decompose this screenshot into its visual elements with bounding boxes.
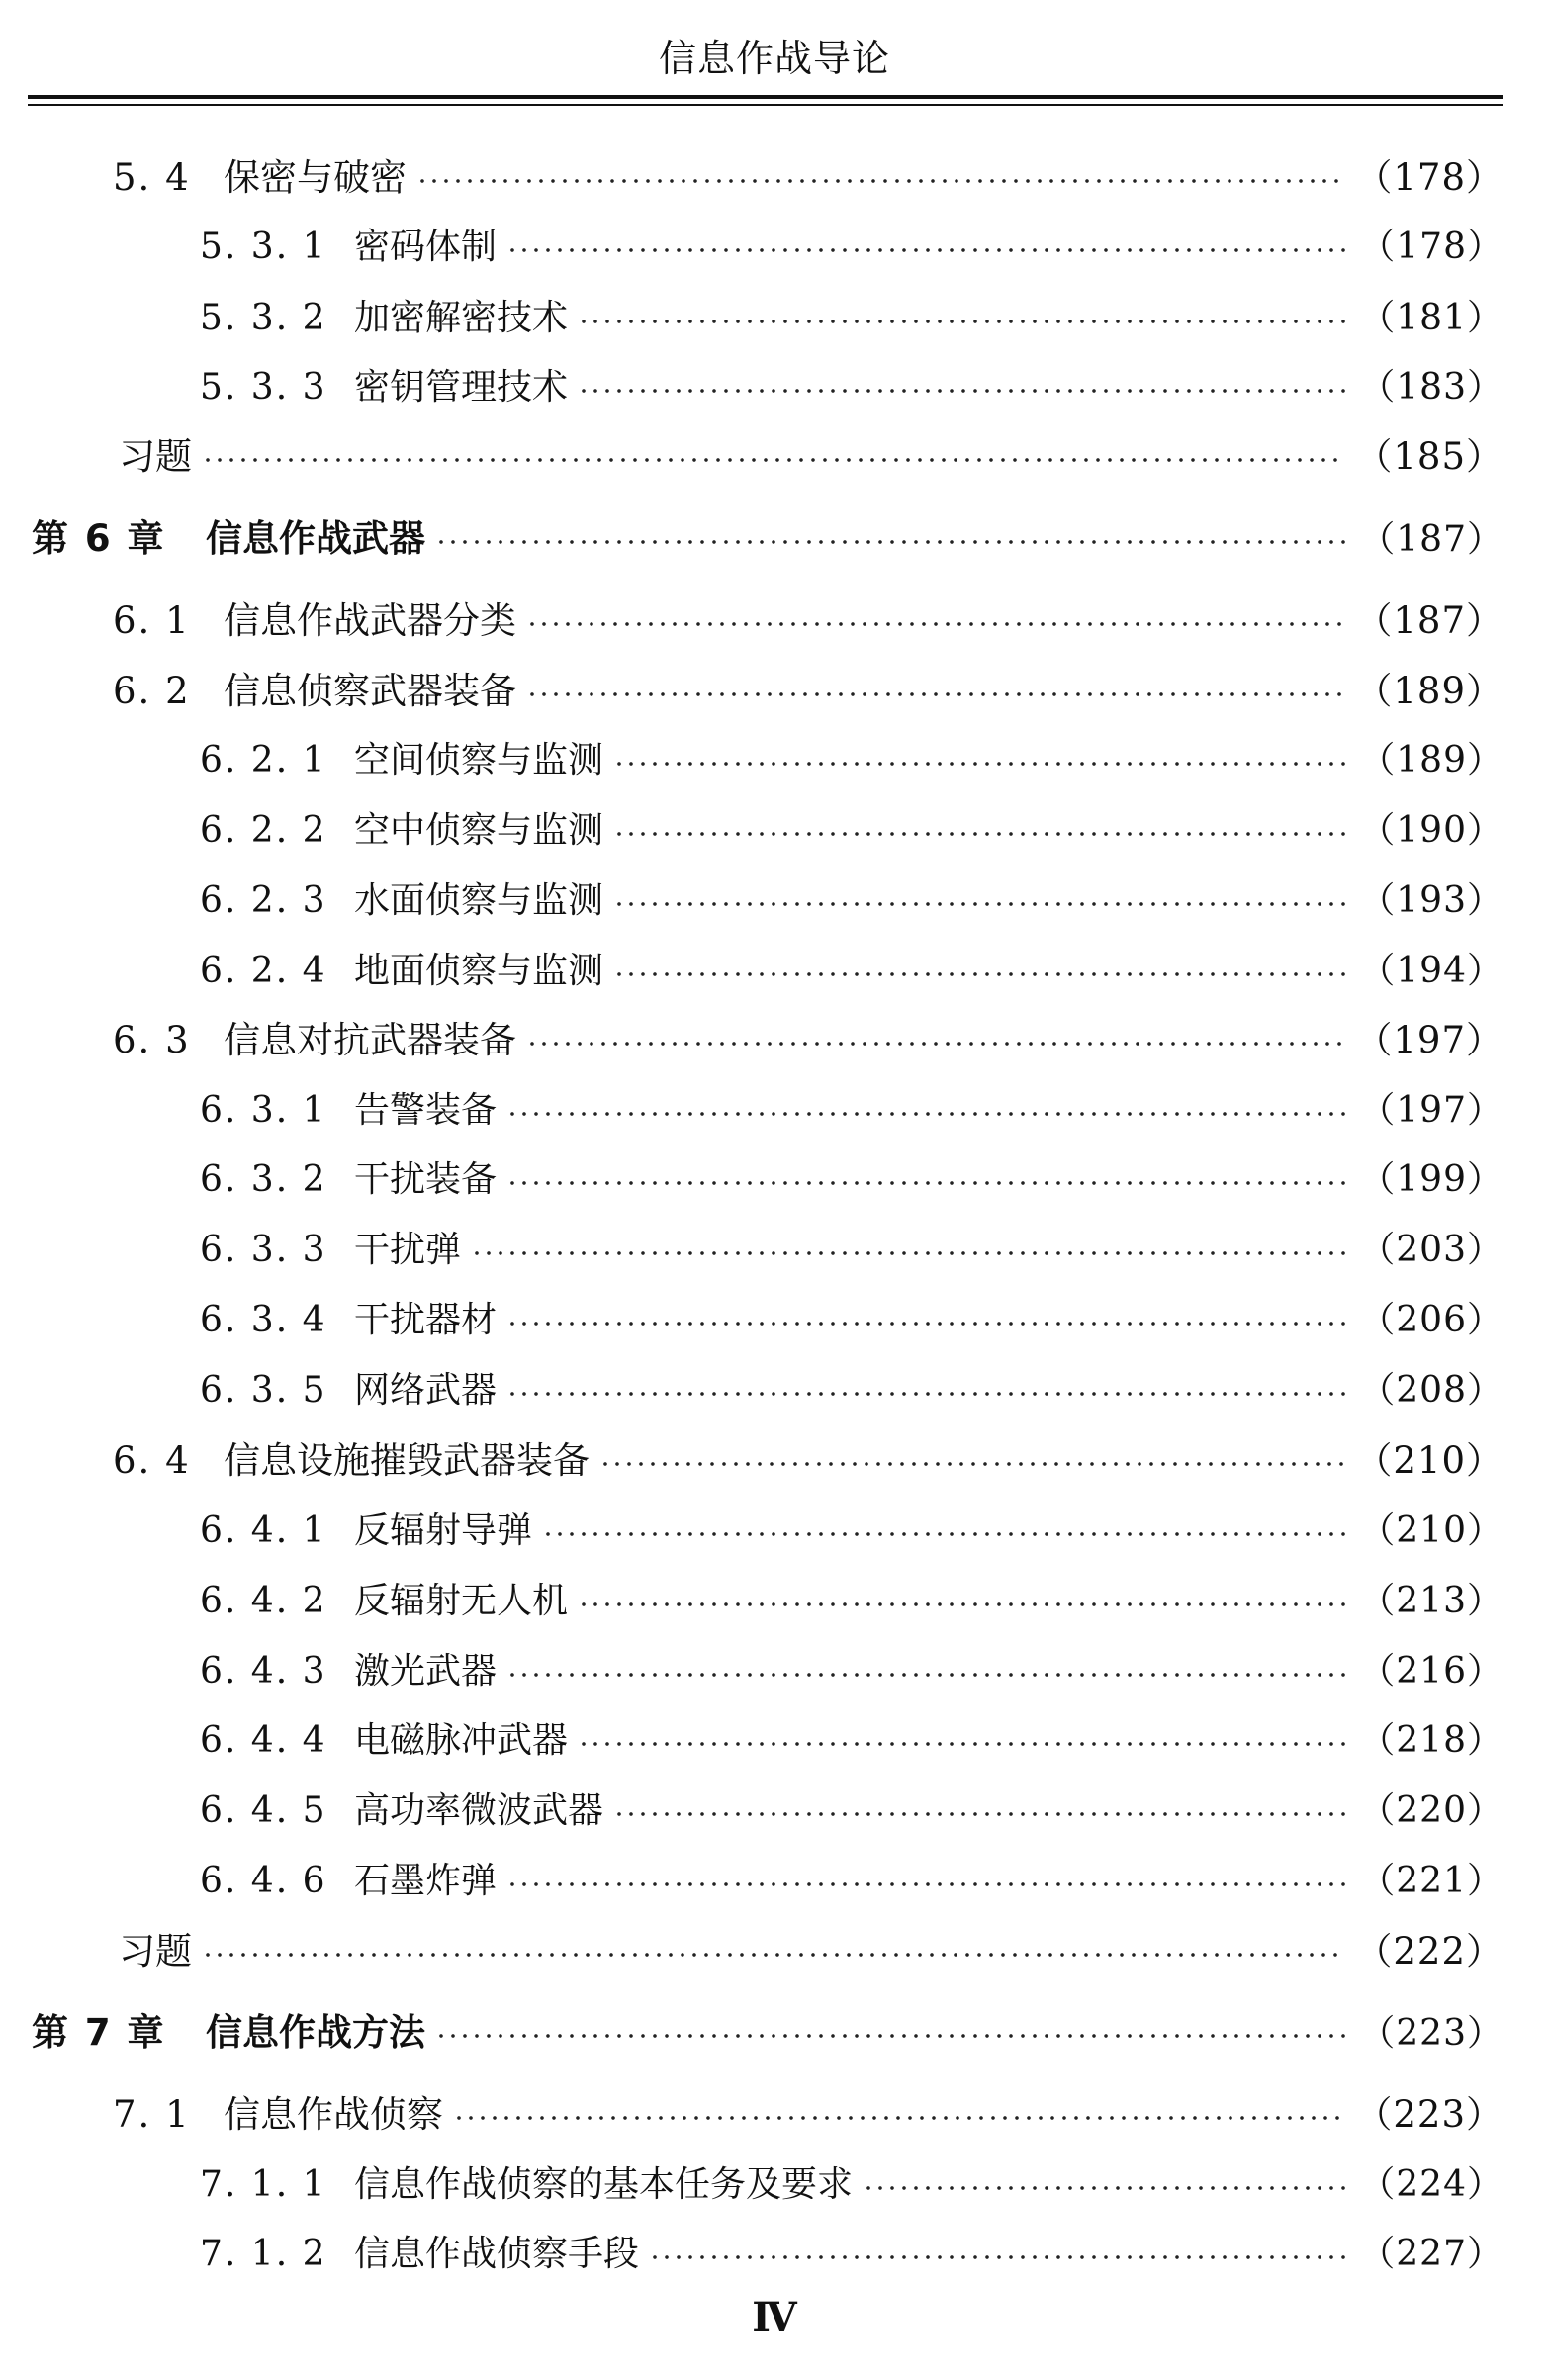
toc-entry-title: 反辐射导弹 [354, 1510, 533, 1551]
toc-leader-dots [599, 1459, 1343, 1469]
toc-entry-page: （224） [1359, 2164, 1503, 2205]
toc-entry-sub[interactable] [200, 358, 1503, 417]
toc-entry-title: 密钥管理技术 [354, 367, 569, 408]
toc-entry-number: 5. 3. 2 [200, 298, 327, 338]
page-number: Ⅳ [752, 2294, 797, 2340]
toc-entry-page: （223） [1359, 2013, 1503, 2054]
toc-entry-page: （181） [1359, 298, 1503, 338]
toc-leader-dots [613, 759, 1347, 769]
toc-entry-page: （187） [1355, 599, 1503, 642]
toc-entry-title: 信息作战侦察手段 [354, 2234, 640, 2274]
toc-entry-number: 6. 2. 2 [200, 810, 327, 851]
running-header: 信息作战导论 [658, 37, 890, 80]
toc-entry-number: 6. 3. 5 [200, 1370, 327, 1411]
toc-entry-sub[interactable] [200, 1502, 1503, 1561]
toc-entry-title: 信息设施摧毁武器装备 [224, 1439, 590, 1482]
toc-entry-number: 6. 3. 1 [200, 1090, 327, 1131]
toc-entry-title: 信息作战方法 [206, 2011, 425, 2054]
toc-leader-dots [506, 1178, 1347, 1188]
toc-entry-page: （206） [1359, 1300, 1503, 1340]
toc-entry-page: （216） [1359, 1651, 1503, 1692]
toc-leader-dots [526, 1039, 1343, 1049]
toc-entry-number: 6. 2. 4 [200, 951, 327, 991]
header-rule-thin [28, 104, 1503, 106]
toc-leader-dots [506, 1389, 1347, 1399]
toc-leader-dots [471, 1248, 1347, 1258]
toc-entry-section[interactable] [113, 662, 1503, 721]
toc-entry-page: （189） [1355, 670, 1503, 712]
toc-entry-number: 5. 3. 3 [200, 367, 327, 408]
toc-entry-page: （178） [1359, 227, 1503, 267]
toc-leader-dots [613, 969, 1347, 979]
toc-entry-number: 5. 4 [113, 156, 191, 199]
toc-entry-sub[interactable] [200, 289, 1503, 348]
toc-entry-number: 第 7 章 [32, 2011, 166, 2054]
toc-leader-dots [202, 455, 1343, 465]
toc-leader-dots [863, 2183, 1347, 2193]
toc-entry-title: 反辐射无人机 [354, 1581, 569, 1621]
toc-entry-number: 6. 4. 2 [200, 1581, 327, 1621]
toc-leader-dots [506, 1109, 1347, 1119]
toc-leader-dots [649, 2252, 1347, 2262]
toc-entry-section[interactable] [113, 2085, 1503, 2145]
toc-entry-number: 7. 1 [113, 2093, 191, 2136]
toc-entry-sub[interactable] [200, 942, 1503, 1001]
toc-entry-page: （223） [1355, 2093, 1503, 2136]
toc-entry-page: （193） [1359, 880, 1503, 921]
toc-entry-title: 信息对抗武器装备 [224, 1019, 516, 1061]
toc-entry-number: 第 6 章 [32, 517, 166, 560]
toc-entry-sub[interactable] [200, 1711, 1503, 1771]
toc-entry-sub[interactable] [200, 801, 1503, 861]
toc-entry-page: （222） [1355, 1930, 1503, 1972]
toc-entry-sub[interactable] [200, 218, 1503, 277]
toc-entry-number: 6. 1 [113, 599, 191, 642]
toc-entry-page: （187） [1359, 519, 1503, 560]
toc-entry-section[interactable] [113, 148, 1503, 208]
toc-entry-sub[interactable] [200, 1361, 1503, 1420]
toc-entry-sub[interactable] [200, 1852, 1503, 1911]
toc-entry-number: 6. 3. 3 [200, 1230, 327, 1270]
toc-entry-number: 6. 2. 1 [200, 740, 327, 780]
toc-entry-title: 信息作战武器分类 [224, 599, 516, 642]
toc-leader-dots [578, 317, 1347, 326]
toc-entry-sub[interactable] [200, 1642, 1503, 1701]
toc-leader-dots [526, 619, 1343, 629]
toc-entry-sub[interactable] [200, 1081, 1503, 1141]
toc-entry-chapter[interactable] [32, 509, 1503, 569]
toc-entry-title: 告警装备 [354, 1090, 498, 1131]
toc-entry-exercise[interactable] [119, 1922, 1503, 1981]
toc-entry-title: 干扰器材 [354, 1300, 498, 1340]
toc-entry-number: 6. 4. 6 [200, 1861, 327, 1901]
toc-leader-dots [613, 899, 1347, 909]
toc-leader-dots [506, 1670, 1347, 1680]
toc-entry-number: 5. 3. 1 [200, 227, 327, 267]
header-rule-thick [28, 95, 1503, 99]
toc-entry-title: 信息作战侦察的基本任务及要求 [354, 2164, 854, 2205]
toc-entry-page: （178） [1355, 156, 1503, 199]
toc-leader-dots [435, 537, 1347, 547]
toc-entry-title: 干扰弹 [354, 1230, 462, 1270]
toc-entry-page: （183） [1359, 367, 1503, 408]
toc-entry-title: 保密与破密 [224, 156, 407, 199]
toc-leader-dots [578, 1739, 1347, 1749]
toc-entry-number: 6. 4. 4 [200, 1720, 327, 1761]
toc-entry-title: 空中侦察与监测 [354, 810, 604, 851]
toc-entry-title: 密码体制 [354, 227, 498, 267]
toc-entry-page: （227） [1359, 2234, 1503, 2274]
toc-entry-page: （203） [1359, 1230, 1503, 1270]
toc-leader-dots [526, 689, 1343, 699]
toc-entry-page: （210） [1355, 1439, 1503, 1482]
toc-entry-number: 6. 4 [113, 1439, 191, 1482]
toc-entry-sub[interactable] [200, 871, 1503, 931]
toc-entry-title: 信息侦察武器装备 [224, 670, 516, 712]
toc-entry-number: 6. 2 [113, 670, 191, 712]
toc-entry-section[interactable] [113, 1011, 1503, 1070]
toc-entry-chapter[interactable] [32, 2003, 1503, 2062]
toc-entry-section[interactable] [113, 1431, 1503, 1491]
toc-entry-sub[interactable] [200, 1150, 1503, 1210]
toc-entry-number: 6. 4. 3 [200, 1651, 327, 1692]
toc-entry-page: （220） [1359, 1790, 1503, 1831]
toc-entry-sub[interactable] [200, 1782, 1503, 1841]
toc-leader-dots [613, 829, 1347, 839]
toc-entry-page: （210） [1359, 1510, 1503, 1551]
toc-entry-sub[interactable] [200, 1572, 1503, 1631]
toc-entry-page: （197） [1355, 1019, 1503, 1061]
toc-entry-number: 6. 3 [113, 1019, 191, 1061]
toc-leader-dots [506, 1879, 1347, 1889]
toc-entry-title: 习题 [119, 1930, 192, 1972]
toc-entry-section[interactable] [113, 592, 1503, 651]
toc-entry-number: 6. 4. 1 [200, 1510, 327, 1551]
toc-entry-title: 习题 [119, 435, 192, 478]
toc-leader-dots [506, 245, 1347, 255]
toc-entry-page: （194） [1359, 951, 1503, 991]
toc-leader-dots [542, 1529, 1347, 1539]
toc-entry-number: 7. 1. 1 [200, 2164, 327, 2205]
toc-leader-dots [416, 176, 1343, 186]
toc-entry-title: 信息作战侦察 [224, 2093, 443, 2136]
toc-entry-exercise[interactable] [119, 427, 1503, 487]
toc-leader-dots [578, 1600, 1347, 1609]
toc-leader-dots [506, 1319, 1347, 1328]
toc-entry-title: 激光武器 [354, 1651, 498, 1692]
toc-entry-number: 6. 2. 3 [200, 880, 327, 921]
toc-entry-number: 6. 4. 5 [200, 1790, 327, 1831]
toc-entry-page: （213） [1359, 1581, 1503, 1621]
toc-entry-page: （197） [1359, 1090, 1503, 1131]
toc-entry-title: 地面侦察与监测 [354, 951, 604, 991]
toc-entry-title: 电磁脉冲武器 [354, 1720, 569, 1761]
toc-entry-number: 7. 1. 2 [200, 2234, 327, 2274]
toc-entry-sub[interactable] [200, 731, 1503, 790]
toc-entry-title: 网络武器 [354, 1370, 498, 1411]
toc-leader-dots [613, 1809, 1347, 1819]
toc-entry-title: 信息作战武器 [206, 517, 425, 560]
toc-entry-title: 水面侦察与监测 [354, 880, 604, 921]
toc-entry-title: 空间侦察与监测 [354, 740, 604, 780]
toc-entry-page: （189） [1359, 740, 1503, 780]
toc-entry-title: 加密解密技术 [354, 298, 569, 338]
toc-entry-sub[interactable] [200, 1291, 1503, 1350]
toc-entry-page: （208） [1359, 1370, 1503, 1411]
toc-entry-page: （190） [1359, 810, 1503, 851]
toc-entry-sub[interactable] [200, 2155, 1503, 2215]
toc-entry-number: 6. 3. 2 [200, 1159, 327, 1200]
toc-entry-sub[interactable] [200, 1221, 1503, 1280]
toc-entry-title: 石墨炸弹 [354, 1861, 498, 1901]
toc-leader-dots [435, 2031, 1347, 2041]
toc-entry-page: （185） [1355, 435, 1503, 478]
toc-leader-dots [202, 1950, 1343, 1960]
toc-entry-page: （221） [1359, 1861, 1503, 1901]
toc-entry-title: 高功率微波武器 [354, 1790, 604, 1831]
toc-entry-sub[interactable] [200, 2225, 1503, 2284]
toc-entry-page: （199） [1359, 1159, 1503, 1200]
toc-leader-dots [453, 2113, 1343, 2123]
toc-entry-page: （218） [1359, 1720, 1503, 1761]
toc-entry-number: 6. 3. 4 [200, 1300, 327, 1340]
toc-leader-dots [578, 386, 1347, 396]
toc-entry-title: 干扰装备 [354, 1159, 498, 1200]
